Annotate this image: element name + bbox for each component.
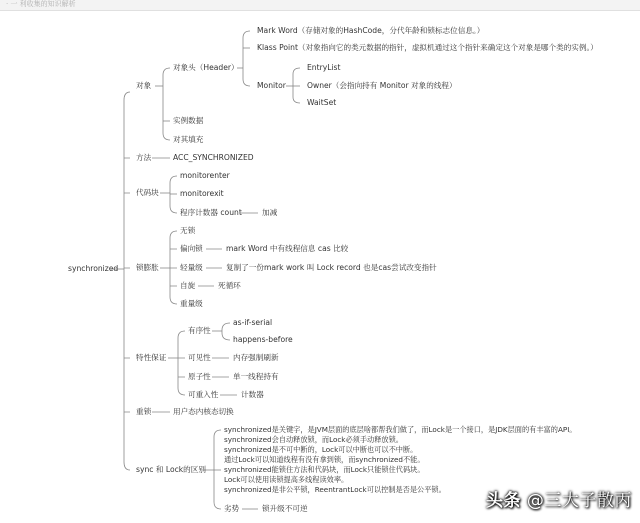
biased-lock: 偏向锁 <box>180 244 203 253</box>
heavyweight-lock: 重量级 <box>180 299 203 308</box>
klass-point: Klass Point（对象指向它的类元数据的指针，虚拟机通过这个指针来确定这个对象是哪个类的实例。） <box>257 43 598 52</box>
mark-word: Mark Word（存储对象的HashCode，分代年龄和锁标志位信息。） <box>257 26 485 35</box>
happens-before: happens-before <box>233 335 293 344</box>
as-if-serial: as-if-serial <box>233 318 273 327</box>
monitorenter: monitorenter <box>180 171 230 180</box>
connector-root-trunk <box>124 92 130 470</box>
program-counter-note: 加减 <box>262 208 278 217</box>
ordering: 有序性 <box>188 326 211 335</box>
branch-features: 特性保证 <box>136 353 167 362</box>
window-tab-title: · 一 利收集的知识解析 <box>6 0 76 8</box>
spin-lock: 自旋 <box>180 281 196 290</box>
spin-lock-note: 死循环 <box>218 281 241 290</box>
monitorexit: monitorexit <box>180 189 224 198</box>
diff-line: synchronized是非公平锁，ReentrantLock可以控制是否是公平锁。 <box>224 485 446 494</box>
lightweight-lock: 轻量级 <box>180 263 203 272</box>
biased-lock-note: mark Word 中有线程信息 cas 比较 <box>226 244 349 253</box>
atomicity-note: 单一线程持有 <box>233 372 279 381</box>
diff-line: synchronized会自动释放锁，而Lock必须手动释放锁。 <box>224 435 403 444</box>
visibility: 可见性 <box>188 353 211 362</box>
diff-line: synchronized能锁住方法和代码块，而Lock只能锁住代码块。 <box>224 465 425 474</box>
reentrancy: 可重入性 <box>188 390 219 399</box>
disadvantage-note: 锁升级不可逆 <box>262 504 308 513</box>
diff-line: Lock可以使用读锁提高多线程读效率。 <box>224 475 349 484</box>
program-counter: 程序计数器 count <box>180 208 242 217</box>
monitor-entry-list: EntryList <box>307 63 341 72</box>
diff-line: synchronized是关键字，是JVM层面的底层啥都帮我们做了，而Lock是一个接口，是JDK层面的有丰富的API。 <box>224 425 577 434</box>
watermark-logo: 头条 <box>486 491 521 511</box>
branch-object: 对象 <box>136 81 152 90</box>
monitor: Monitor <box>257 81 286 90</box>
branch-diff: sync 和 Lock的区别 <box>136 465 206 474</box>
watermark <box>486 486 632 511</box>
branch-lock-expansion: 锁膨胀 <box>136 263 159 272</box>
branch-method: 方法 <box>136 153 152 162</box>
diff-line: 通过Lock可以知道线程有没有拿到锁，而synchronized不能。 <box>224 455 425 464</box>
reentrancy-note: 计数器 <box>241 390 264 399</box>
diff-text-block <box>224 425 577 495</box>
method-flag: ACC_SYNCHRONIZED <box>173 153 254 162</box>
atomicity: 原子性 <box>188 372 211 381</box>
heavy-lock-note: 用户态内核态切换 <box>173 407 234 416</box>
no-lock: 无锁 <box>180 226 196 235</box>
diff-line: synchronized是不可中断的，Lock可以中断也可以不中断。 <box>224 445 418 454</box>
branch-code-block: 代码块 <box>136 188 159 197</box>
object-header: 对象头（Header） <box>173 63 239 72</box>
monitor-wait-set: WaitSet <box>307 98 337 107</box>
watermark-account: @三大子散丙 <box>526 491 632 511</box>
instance-data: 实例数据 <box>173 116 204 125</box>
monitor-owner: Owner（会指向持有 Monitor 对象的线程） <box>307 81 457 90</box>
object-padding: 对其填充 <box>173 135 204 144</box>
visibility-note: 内存强制刷新 <box>233 353 279 362</box>
lightweight-lock-note: 复制了一份mark work 叫 Lock record 也是cas尝试改变指针 <box>226 263 437 272</box>
branch-heavy-lock: 重锁 <box>136 407 152 416</box>
root-node: synchronized <box>68 264 119 273</box>
disadvantage: 劣势 <box>224 504 240 513</box>
